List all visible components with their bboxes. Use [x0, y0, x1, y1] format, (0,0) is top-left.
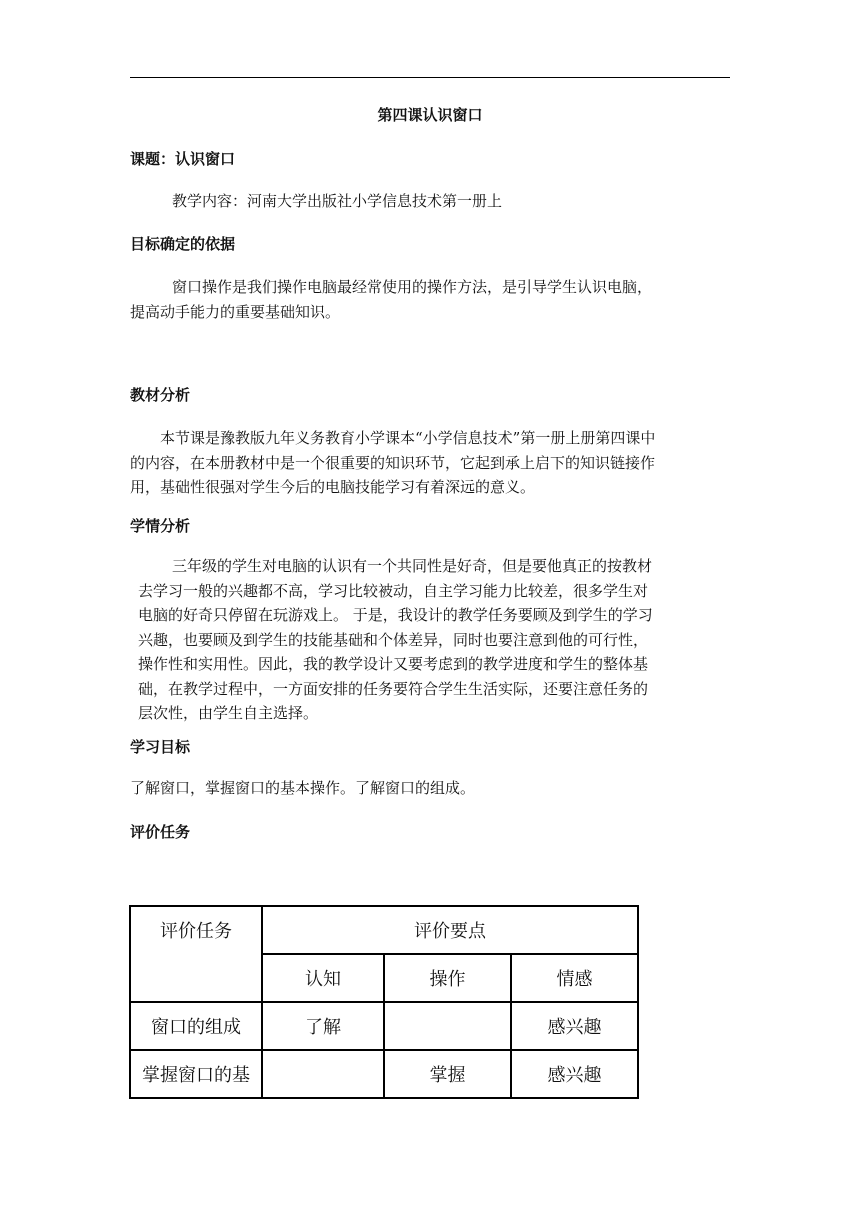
- table-cell: 感兴趣: [511, 1050, 638, 1098]
- paragraph-line: 窗口操作是我们操作电脑最经常使用的操作方法，是引导学生认识电脑，: [172, 278, 653, 296]
- paragraph-line: 础，在教学过程中，一方面安排的任务要符合学生生活实际，还要注意任务的: [138, 679, 649, 698]
- section-heading-material: 教材分析: [130, 386, 191, 404]
- goals-text: 了解窗口，掌握窗口的基本操作。了解窗口的组成。: [130, 779, 476, 797]
- table-row: [130, 1002, 638, 1050]
- paragraph-students: [138, 554, 653, 726]
- paragraph-line: 层次性，由学生自主选择。: [138, 704, 319, 722]
- table-row: [130, 1050, 638, 1098]
- paragraph-line: 兴趣，也要顾及到学生的技能基础和个体差异，同时也要注意到他的可行性，: [138, 630, 649, 649]
- section-heading-students: 学情分析: [130, 517, 191, 535]
- section-heading-basis: 目标确定的依据: [130, 235, 236, 253]
- section-heading-goals: 学习目标: [130, 738, 191, 756]
- paragraph-line: 操作性和实用性。因此，我的教学设计又要考虑到的教学进度和学生的整体基: [138, 655, 649, 673]
- table-header-row: [130, 906, 638, 954]
- table-cell: [262, 1050, 384, 1098]
- table-cell: 掌握窗口的基: [130, 1050, 262, 1098]
- content-line: 教学内容：河南大学出版社小学信息技术第一册上: [172, 192, 503, 210]
- paragraph-line: 的内容，在本册教材中是一个很重要的知识环节，它起到承上启下的知识链接作: [130, 453, 656, 472]
- section-heading-evaluation: 评价任务: [130, 823, 191, 841]
- subheader-cell: 操作: [384, 954, 511, 1002]
- topic-heading: 课题：认识窗口: [130, 150, 236, 168]
- evaluation-table: [129, 905, 639, 1099]
- paragraph-line: 本节课是豫教版九年义务教育小学课本“小学信息技术”第一册上册第四课中: [160, 429, 656, 447]
- paragraph-line: 电脑的好奇只停留在玩游戏上。 于是，我设计的教学任务要顾及到学生的学习: [138, 606, 653, 624]
- table-cell: 掌握: [384, 1050, 511, 1098]
- paragraph-line: 三年级的学生对电脑的认识有一个共同性是好奇，但是要他真正的按教材: [172, 557, 653, 575]
- page-title: 第四课认识窗口: [377, 106, 483, 124]
- paragraph-line: 去学习一般的兴趣都不高，学习比较被动，自主学习能力比较差，很多学生对: [138, 581, 649, 600]
- paragraph-line: 提高动手能力的重要基础知识。: [130, 302, 341, 321]
- table-cell: 感兴趣: [511, 1002, 638, 1050]
- table-cell: 窗口的组成: [130, 1002, 262, 1050]
- header-cell-points: 评价要点: [262, 906, 638, 954]
- paragraph-basis: [130, 275, 652, 324]
- subheader-cell: 情感: [511, 954, 638, 1002]
- table-cell: [384, 1002, 511, 1050]
- header-rule: [130, 77, 730, 78]
- table-cell: 了解: [262, 1002, 384, 1050]
- subheader-cell: 认知: [262, 954, 384, 1002]
- header-cell-task: 评价任务: [130, 906, 262, 1002]
- paragraph-material: [130, 426, 655, 500]
- paragraph-line: 用，基础性很强对学生今后的电脑技能学习有着深远的意义。: [130, 478, 536, 496]
